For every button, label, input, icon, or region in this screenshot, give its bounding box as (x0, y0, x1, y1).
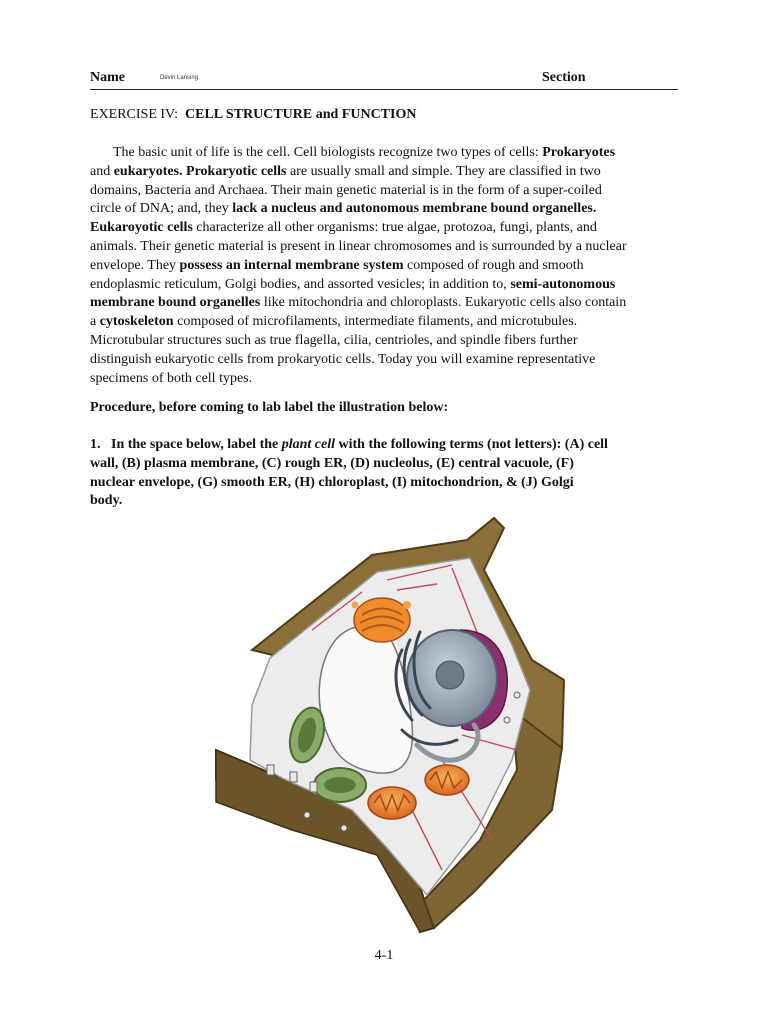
intro-text: animals. Their genetic material is present in linear chromosomes and is surrounded by a nuclear (90, 238, 627, 254)
intro-text: domains, Bacteria and Archaea. Their main genetic material is in the form of a super-coiled (90, 182, 602, 198)
intro-line (90, 332, 678, 351)
intro-text: characterize all other organisms: true algae, protozoa, fungi, plants, and (192, 220, 597, 236)
mitochondrion-2 (425, 765, 469, 795)
question-line-4: body. (90, 493, 123, 509)
intro-text: distinguish eukaryotic cells from prokaryotic cells. Today you will examine representative (90, 351, 596, 367)
exercise-prefix: EXERCISE IV: (90, 107, 179, 122)
question-emphasis: plant cell (281, 437, 336, 452)
mitochondrion-1 (368, 787, 416, 819)
intro-text: and (90, 163, 114, 179)
section-label: Section (542, 70, 586, 85)
intro-text: circle of DNA; and, they (90, 201, 233, 217)
intro-text: The basic unit of life is the cell. Cell biologists recognize two types of cells: (113, 145, 543, 160)
question-1 (90, 436, 642, 511)
intro-bold-text: cytoskeleton (99, 314, 174, 330)
intro-bold-text: lack a nucleus and autonomous membrane bound organelles. (232, 201, 597, 217)
intro-text: a (90, 314, 100, 330)
intro-bold-text: eukaryotes. Prokaryotic cells (113, 163, 287, 179)
intro-text: specimens of both cell types. (90, 370, 253, 386)
procedure-heading: Procedure, before coming to lab label the illustration below: (90, 400, 449, 415)
question-line-3: nuclear envelope, (G) smooth ER, (H) chloroplast, (I) mitochondrion, & (J) Golgi (90, 474, 574, 490)
nucleolus (436, 661, 464, 689)
intro-bold-text: Eukaroyotic cells (90, 220, 193, 236)
intro-line (90, 257, 678, 276)
exercise-title (90, 107, 416, 123)
intro-bold-text: Prokaryotes (542, 145, 616, 160)
intro-line (90, 200, 678, 219)
intro-line (90, 238, 678, 257)
plant-cell-illustration (212, 510, 572, 935)
intro-text: like mitochondria and chloroplasts. Eukaryotic cells also contain (260, 295, 627, 311)
intro-paragraph (90, 144, 678, 388)
name-label: Name (90, 70, 125, 85)
intro-line (90, 313, 678, 332)
intro-line (90, 182, 678, 201)
intro-text: envelope. They (90, 257, 180, 273)
intro-text: are usually small and simple. They are classified in two (286, 163, 601, 179)
page-number: 4-1 (374, 948, 394, 963)
question-line-1 (90, 436, 608, 455)
intro-bold-text: membrane bound organelles (90, 295, 261, 311)
intro-line (90, 144, 678, 163)
intro-line (90, 294, 678, 313)
chloroplast-2 (314, 768, 366, 802)
intro-text: Microtubular structures such as true flagella, cilia, centrioles, and spindle fibers further (90, 332, 578, 348)
intro-text: composed of microfilaments, intermediate filaments, and microtubules. (173, 314, 578, 330)
intro-text: composed of rough and smooth (403, 257, 584, 273)
intro-line (90, 163, 678, 182)
intro-line (90, 219, 678, 238)
intro-line (90, 370, 678, 389)
intro-text: endoplasmic reticulum, Golgi bodies, and assorted vesicles; in addition to, (90, 276, 511, 292)
intro-line (90, 351, 678, 370)
question-rest: with the following terms (not letters): (A) cell (335, 437, 608, 452)
exercise-heading: CELL STRUCTURE and FUNCTION (185, 107, 417, 122)
question-number: 1. (90, 437, 101, 452)
question-line-2: wall, (B) plasma membrane, (C) rough ER, (D) nucleolus, (E) central vacuole, (F) (90, 455, 574, 471)
question-lead: In the space below, label the (111, 437, 282, 452)
header-line (90, 70, 678, 90)
intro-bold-text: possess an internal membrane system (179, 257, 404, 273)
name-value: Devin Lansing (160, 75, 199, 81)
intro-bold-text: semi-autonomous (510, 276, 616, 292)
question-line (90, 436, 642, 455)
intro-line (90, 276, 678, 295)
